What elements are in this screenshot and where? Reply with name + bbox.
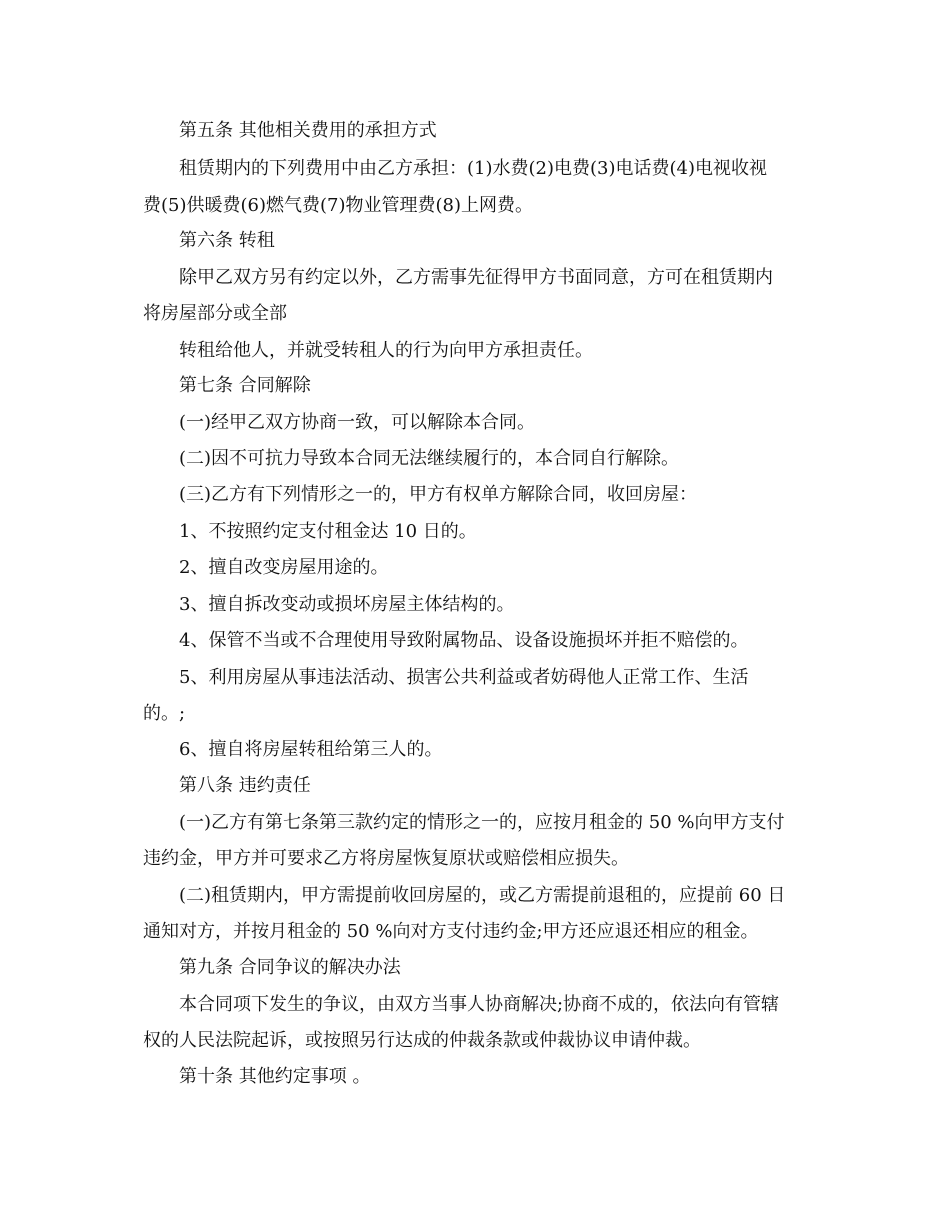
article-7-item-5-line-2: 的。;: [143, 703, 186, 724]
article-7-item-4: 4、保管不当或不合理使用导致附属物品、设备设施损坏并拒不赔偿的。: [179, 630, 749, 651]
article-6-body-line-1: 除甲乙双方另有约定以外，乙方需事先征得甲方书面同意，方可在租赁期内: [179, 267, 773, 288]
article-7-clause-3: (三)乙方有下列情形之一的，甲方有权单方解除合同，收回房屋：: [179, 484, 698, 505]
article-7-item-6: 6、擅自将房屋转租给第三人的。: [179, 739, 443, 760]
article-7-item-1: 1、不按照约定支付租金达 10 日的。: [179, 521, 477, 542]
article-7-item-2: 2、擅自改变房屋用途的。: [179, 557, 389, 578]
article-8-clause-2-line-1: (二)租赁期内，甲方需提前收回房屋的，或乙方需提前退租的，应提前 60 日: [179, 885, 786, 906]
article-8-heading: 第八条 违约责任: [179, 775, 311, 796]
article-9-heading: 第九条 合同争议的解决办法: [179, 957, 401, 978]
article-8-clause-2-line-2: 通知对方，并按月租金的 50 %向对方支付违约金;甲方还应退还相应的租金。: [143, 921, 759, 942]
article-6-body-line-2: 将房屋部分或全部: [143, 303, 287, 324]
article-6-heading: 第六条 转租: [179, 230, 275, 251]
article-5-body-line-1: 租赁期内的下列费用中由乙方承担：(1)水费(2)电费(3)电话费(4)电视收视: [179, 158, 767, 179]
article-8-clause-1-line-2: 违约金，甲方并可要求乙方将房屋恢复原状或赔偿相应损失。: [143, 848, 629, 869]
article-7-clause-2: (二)因不可抗力导致本合同无法继续履行的，本合同自行解除。: [179, 448, 680, 469]
article-7-heading: 第七条 合同解除: [179, 375, 311, 396]
article-9-body-line-1: 本合同项下发生的争议，由双方当事人协商解决;协商不成的，依法向有管辖: [179, 994, 780, 1015]
article-7-item-5-line-1: 5、利用房屋从事违法活动、损害公共利益或者妨碍他人正常工作、生活: [179, 667, 749, 688]
article-9-body-line-2: 权的人民法院起诉，或按照另行达成的仲裁条款或仲裁协议申请仲裁。: [143, 1030, 701, 1051]
article-8-clause-1-line-1: (一)乙方有第七条第三款约定的情形之一的，应按月租金的 50 %向甲方支付: [179, 812, 785, 833]
article-5-body-line-2: 费(5)供暖费(6)燃气费(7)物业管理费(8)上网费。: [143, 195, 533, 216]
article-7-clause-1: (一)经甲乙双方协商一致，可以解除本合同。: [179, 412, 536, 433]
article-7-item-3: 3、擅自拆改变动或损坏房屋主体结构的。: [179, 594, 515, 615]
article-10-heading: 第十条 其他约定事项 。: [179, 1066, 371, 1087]
article-5-heading: 第五条 其他相关费用的承担方式: [179, 120, 437, 141]
article-6-body-line-3: 转租给他人，并就受转租人的行为向甲方承担责任。: [179, 340, 593, 361]
